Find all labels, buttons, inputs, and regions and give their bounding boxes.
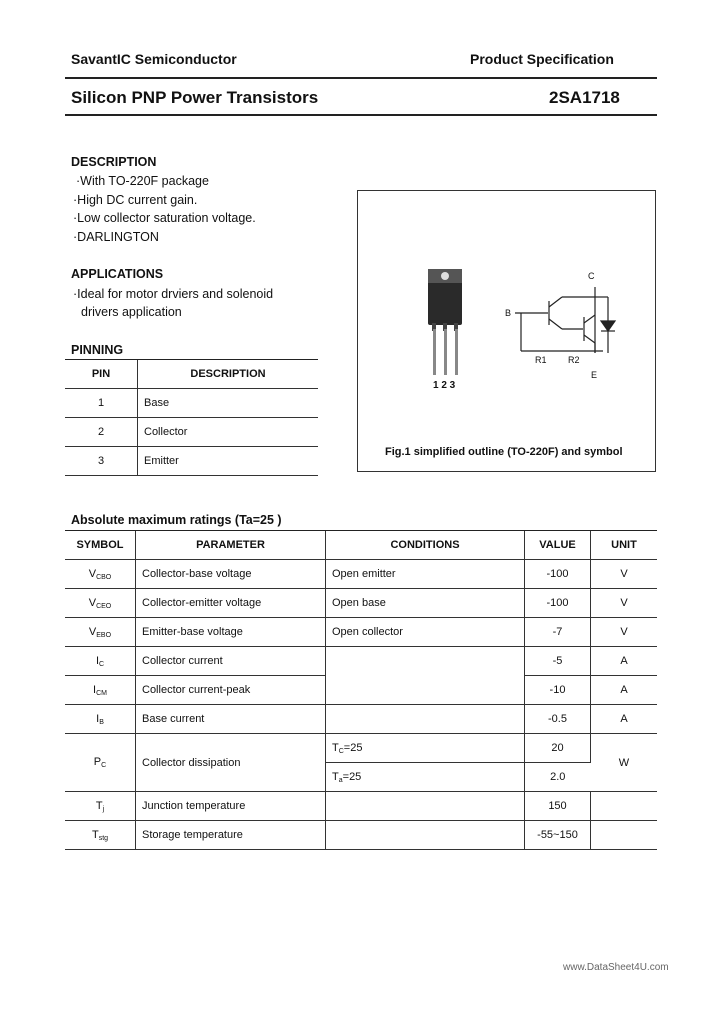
symbol: $V_{CBO}$: [65, 560, 136, 589]
value: -100: [525, 560, 591, 589]
parameter: Collector-emitter voltage: [136, 589, 326, 618]
emitter-label: E: [591, 370, 598, 380]
description-item: ·Low collector saturation voltage.: [73, 211, 256, 225]
conditions: [326, 647, 525, 676]
value: -7: [525, 618, 591, 647]
table-row: [65, 647, 657, 676]
darlington-symbol-icon: [515, 287, 615, 353]
pin-number: 1: [65, 389, 138, 418]
header-rule: [65, 77, 657, 79]
base-label: B: [505, 308, 512, 318]
description-item: ·High DC current gain.: [73, 193, 198, 207]
conditions: [326, 705, 525, 734]
table-row: [65, 734, 657, 763]
value: 150: [525, 792, 591, 821]
pin-number: 2: [65, 418, 138, 447]
pin-numbers: 1 2 3: [433, 380, 456, 391]
symbol: $V_{CEO}$: [65, 589, 136, 618]
table-header-row: [65, 360, 318, 389]
unit: V: [591, 560, 658, 589]
value: 20: [525, 734, 591, 763]
column-header: DESCRIPTION: [138, 360, 319, 389]
table-row: [65, 676, 657, 705]
table-header-row: [65, 531, 657, 560]
table-row: [65, 792, 657, 821]
collector-label: C: [588, 271, 595, 281]
parameter: Collector current: [136, 647, 326, 676]
title-rule: [65, 114, 657, 116]
parameter: Collector-base voltage: [136, 560, 326, 589]
r1-label: R1: [535, 355, 547, 365]
parameter: Junction temperature: [136, 792, 326, 821]
r2-label: R2: [568, 355, 580, 365]
unit: [591, 792, 658, 821]
pin-description: Emitter: [138, 447, 319, 476]
column-header: SYMBOL: [65, 531, 136, 560]
symbol: $I_C$: [65, 647, 136, 676]
symbol: $P_C$: [65, 734, 136, 792]
pinning-heading: PINNING: [71, 343, 124, 357]
conditions: $T_C=25$: [326, 734, 525, 763]
conditions: Open emitter: [326, 560, 525, 589]
applications-heading: APPLICATIONS: [71, 267, 164, 281]
value: -55~150: [525, 821, 591, 850]
table-row: [65, 705, 657, 734]
column-header: CONDITIONS: [326, 531, 525, 560]
column-header: VALUE: [525, 531, 591, 560]
table-row: [65, 560, 657, 589]
unit: A: [591, 647, 658, 676]
column-header: PIN: [65, 360, 138, 389]
product-line: Silicon PNP Power Transistors: [71, 88, 319, 107]
table-row: [65, 389, 318, 418]
company-name: SavantIC Semiconductor: [71, 51, 237, 67]
unit: A: [591, 705, 658, 734]
symbol: $I_{CM}$: [65, 676, 136, 705]
symbol: $I_B$: [65, 705, 136, 734]
ratings-table: [65, 531, 657, 850]
column-header: PARAMETER: [136, 531, 326, 560]
description-item: ·With TO-220F package: [76, 174, 209, 188]
unit: W: [591, 734, 658, 792]
pin-description: Base: [138, 389, 319, 418]
parameter: Collector current-peak: [136, 676, 326, 705]
pin-description: Collector: [138, 418, 319, 447]
pin-number: 3: [65, 447, 138, 476]
value: 2.0: [525, 763, 591, 792]
conditions: [326, 676, 525, 705]
description-heading: DESCRIPTION: [71, 155, 157, 169]
applications-item: drivers application: [81, 305, 182, 319]
applications-item: ·Ideal for motor drviers and solenoid: [73, 287, 274, 301]
symbol: $T_j$: [65, 792, 136, 821]
value: -0.5: [525, 705, 591, 734]
unit: [591, 821, 658, 850]
conditions: Open base: [326, 589, 525, 618]
description-item: ·DARLINGTON: [73, 230, 159, 244]
table-row: [65, 589, 657, 618]
column-header: UNIT: [591, 531, 658, 560]
parameter: Emitter-base voltage: [136, 618, 326, 647]
package-and-symbol-illustration: [358, 191, 655, 471]
unit: A: [591, 676, 658, 705]
unit: V: [591, 618, 658, 647]
symbol: $V_{EBO}$: [65, 618, 136, 647]
doc-type: Product Specification: [470, 51, 614, 67]
figure-box: [357, 190, 656, 472]
to220f-package-icon: [428, 269, 462, 375]
conditions: Open collector: [326, 618, 525, 647]
figure-caption: Fig.1 simplified outline (TO-220F) and symbol: [385, 446, 623, 458]
parameter: Collector dissipation: [136, 734, 326, 792]
symbol: $T_{stg}$: [65, 821, 136, 850]
conditions: $T_a=25$: [326, 763, 525, 792]
value: -100: [525, 589, 591, 618]
value: -5: [525, 647, 591, 676]
value: -10: [525, 676, 591, 705]
pinning-table: [65, 360, 318, 476]
unit: V: [591, 589, 658, 618]
watermark: www.DataSheet4U.com: [563, 962, 669, 973]
part-number: 2SA1718: [549, 88, 620, 107]
parameter: Storage temperature: [136, 821, 326, 850]
parameter: Base current: [136, 705, 326, 734]
table-row: [65, 418, 318, 447]
table-row: [65, 447, 318, 476]
ratings-heading: Absolute maximum ratings (Ta=25 ): [71, 513, 282, 527]
table-row: [65, 821, 657, 850]
conditions: [326, 821, 525, 850]
conditions: [326, 792, 525, 821]
table-row: [65, 618, 657, 647]
